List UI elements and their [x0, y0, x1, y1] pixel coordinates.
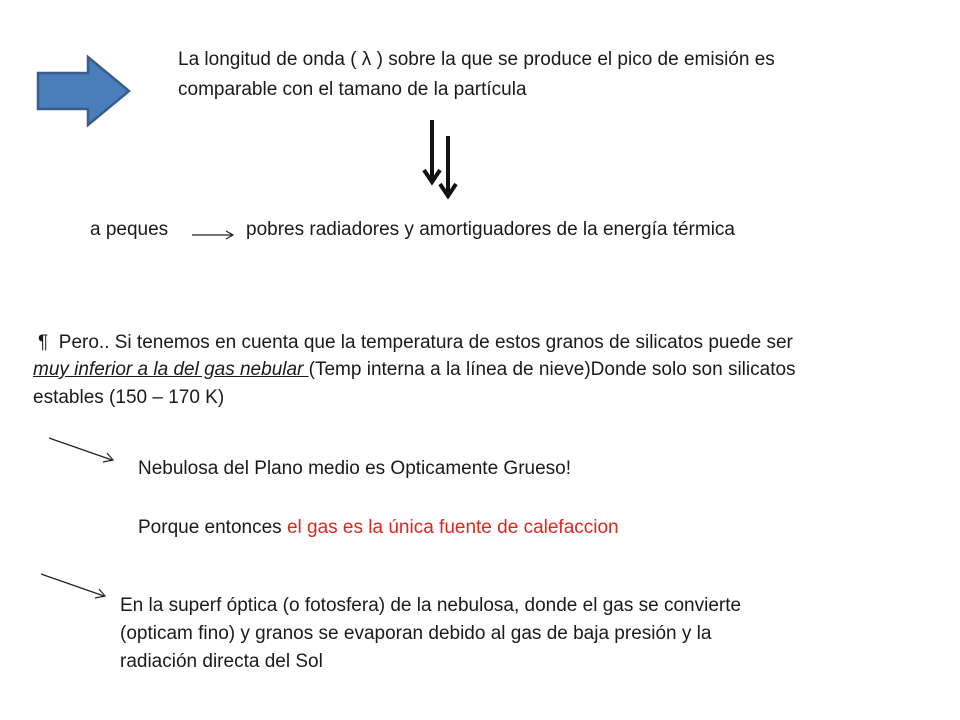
- intro-line-1: La longitud de onda ( λ ) sobre la que se produce el pico de emisión es: [178, 49, 775, 70]
- small-arrow-right-icon: [192, 228, 236, 242]
- underlined-phrase: muy inferior a la del gas nebular: [33, 359, 309, 380]
- diagonal-arrow-icon-1: [48, 436, 118, 466]
- double-down-arrow-icon: [415, 118, 465, 198]
- intro-line-2: comparable con el tamano de la partícula: [178, 79, 527, 100]
- surface-line-1: En la superf óptica (o fotosfera) de la nebulosa, donde el gas se convierte: [120, 595, 742, 616]
- pero-line-2: [33, 356, 796, 383]
- pero-text-2: (Temp interna a la línea de nieve)Donde solo son silicatos: [308, 359, 796, 380]
- pero-line-3: estables (150 – 170 K): [33, 387, 225, 408]
- midplane-prefix: Porque entonces: [138, 517, 287, 538]
- diagonal-arrow-icon-2: [40, 572, 110, 602]
- pero-line-1: [38, 329, 793, 356]
- midplane-line-2: [138, 514, 619, 541]
- surface-line-3: radiación directa del Sol: [120, 651, 323, 672]
- midplane-line-1: Nebulosa del Plano medio es Opticamente Grueso!: [138, 458, 572, 479]
- small-particles-result: pobres radiadores y amortiguadores de la energía térmica: [246, 219, 735, 240]
- heating-source-highlight: el gas es la única fuente de calefaccion: [286, 517, 619, 538]
- pero-text-1: Pero.. Si tenemos en cuenta que la temperatura de estos granos de silicatos puede ser: [58, 332, 793, 353]
- pilcrow-bullet: ¶: [38, 332, 49, 353]
- small-particles-label: a peques: [90, 219, 169, 240]
- block-arrow-right-icon: [36, 55, 132, 127]
- surface-line-2: (opticam fino) y granos se evaporan debido al gas de baja presión y la: [120, 623, 712, 644]
